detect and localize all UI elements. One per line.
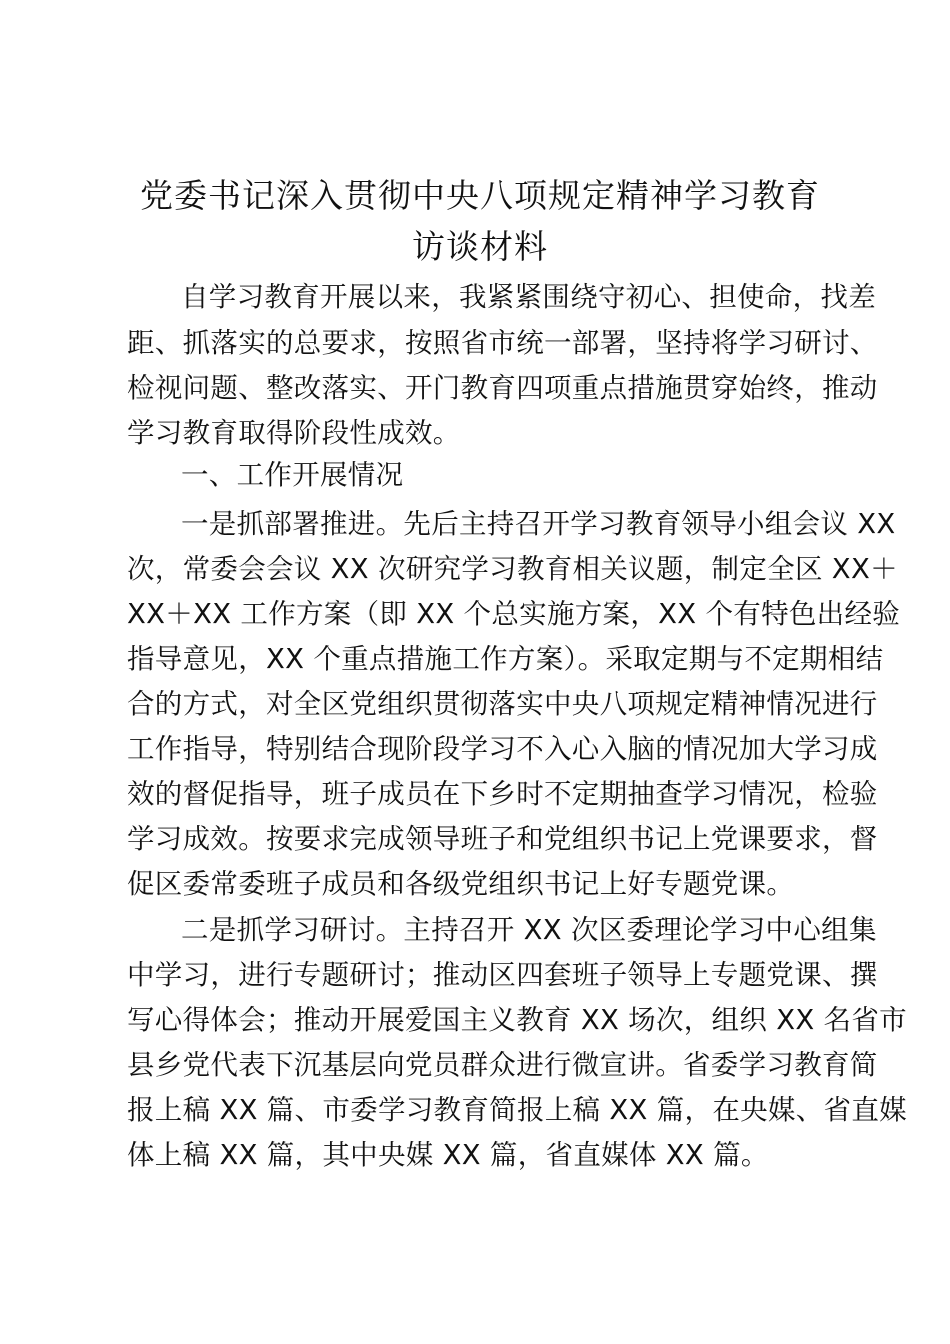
paragraph-line: 次，常委会会议 XX 次研究学习教育相关议题，制定全区 XX＋ — [127, 553, 898, 585]
paragraph-line: XX＋XX 工作方案（即 XX 个总实施方案，XX 个有特色出经验 — [127, 598, 901, 630]
paragraph-line: 距、抓落实的总要求，按照省市统一部署，坚持将学习研讨、 — [127, 327, 878, 359]
paragraph-line: 合的方式，对全区党组织贯彻落实中央八项规定精神情况进行 — [127, 688, 878, 720]
paragraph-line: 工作指导，特别结合现阶段学习不入心入脑的情况加大学习成 — [127, 733, 878, 765]
paragraph-line: 二是抓学习研讨。主持召开 XX 次区委理论学习中心组集 — [181, 914, 877, 946]
paragraph-line: 一是抓部署推进。先后主持召开学习教育领导小组会议 XX — [181, 508, 896, 540]
paragraph-line: 报上稿 XX 篇、市委学习教育简报上稿 XX 篇，在央媒、省直媒 — [127, 1094, 907, 1126]
paragraph-line: 促区委常委班子成员和各级党组织书记上好专题党课。 — [127, 868, 795, 900]
paragraph-line: 写心得体会；推动开展爱国主义教育 XX 场次，组织 XX 名省市 — [127, 1004, 907, 1036]
paragraph-line: 指导意见，XX 个重点措施工作方案）。采取定期与不定期相结 — [127, 643, 884, 675]
paragraph-line: 学习教育取得阶段性成效。 — [127, 417, 461, 449]
paragraph-line: 中学习，进行专题研讨；推动区四套班子领导上专题党课、撰 — [127, 959, 878, 991]
paragraph-line: 效的督促指导，班子成员在下乡时不定期抽查学习情况，检验 — [127, 778, 878, 810]
section-heading: 一、工作开展情况 — [181, 459, 404, 491]
document-title-line-1: 党委书记深入贯彻中央八项规定精神学习教育 — [140, 176, 820, 215]
paragraph-line: 学习成效。按要求完成领导班子和党组织书记上党课要求，督 — [127, 823, 878, 855]
document-title-line-2: 访谈材料 — [412, 227, 548, 266]
paragraph-line: 体上稿 XX 篇，其中央媒 XX 篇，省直媒体 XX 篇。 — [127, 1139, 769, 1171]
paragraph-line: 县乡党代表下沉基层向党员群众进行微宣讲。省委学习教育简 — [127, 1049, 878, 1081]
paragraph-line: 自学习教育开展以来，我紧紧围绕守初心、担使命，找差 — [181, 281, 876, 313]
paragraph-line: 检视问题、整改落实、开门教育四项重点措施贯穿始终，推动 — [127, 372, 878, 404]
